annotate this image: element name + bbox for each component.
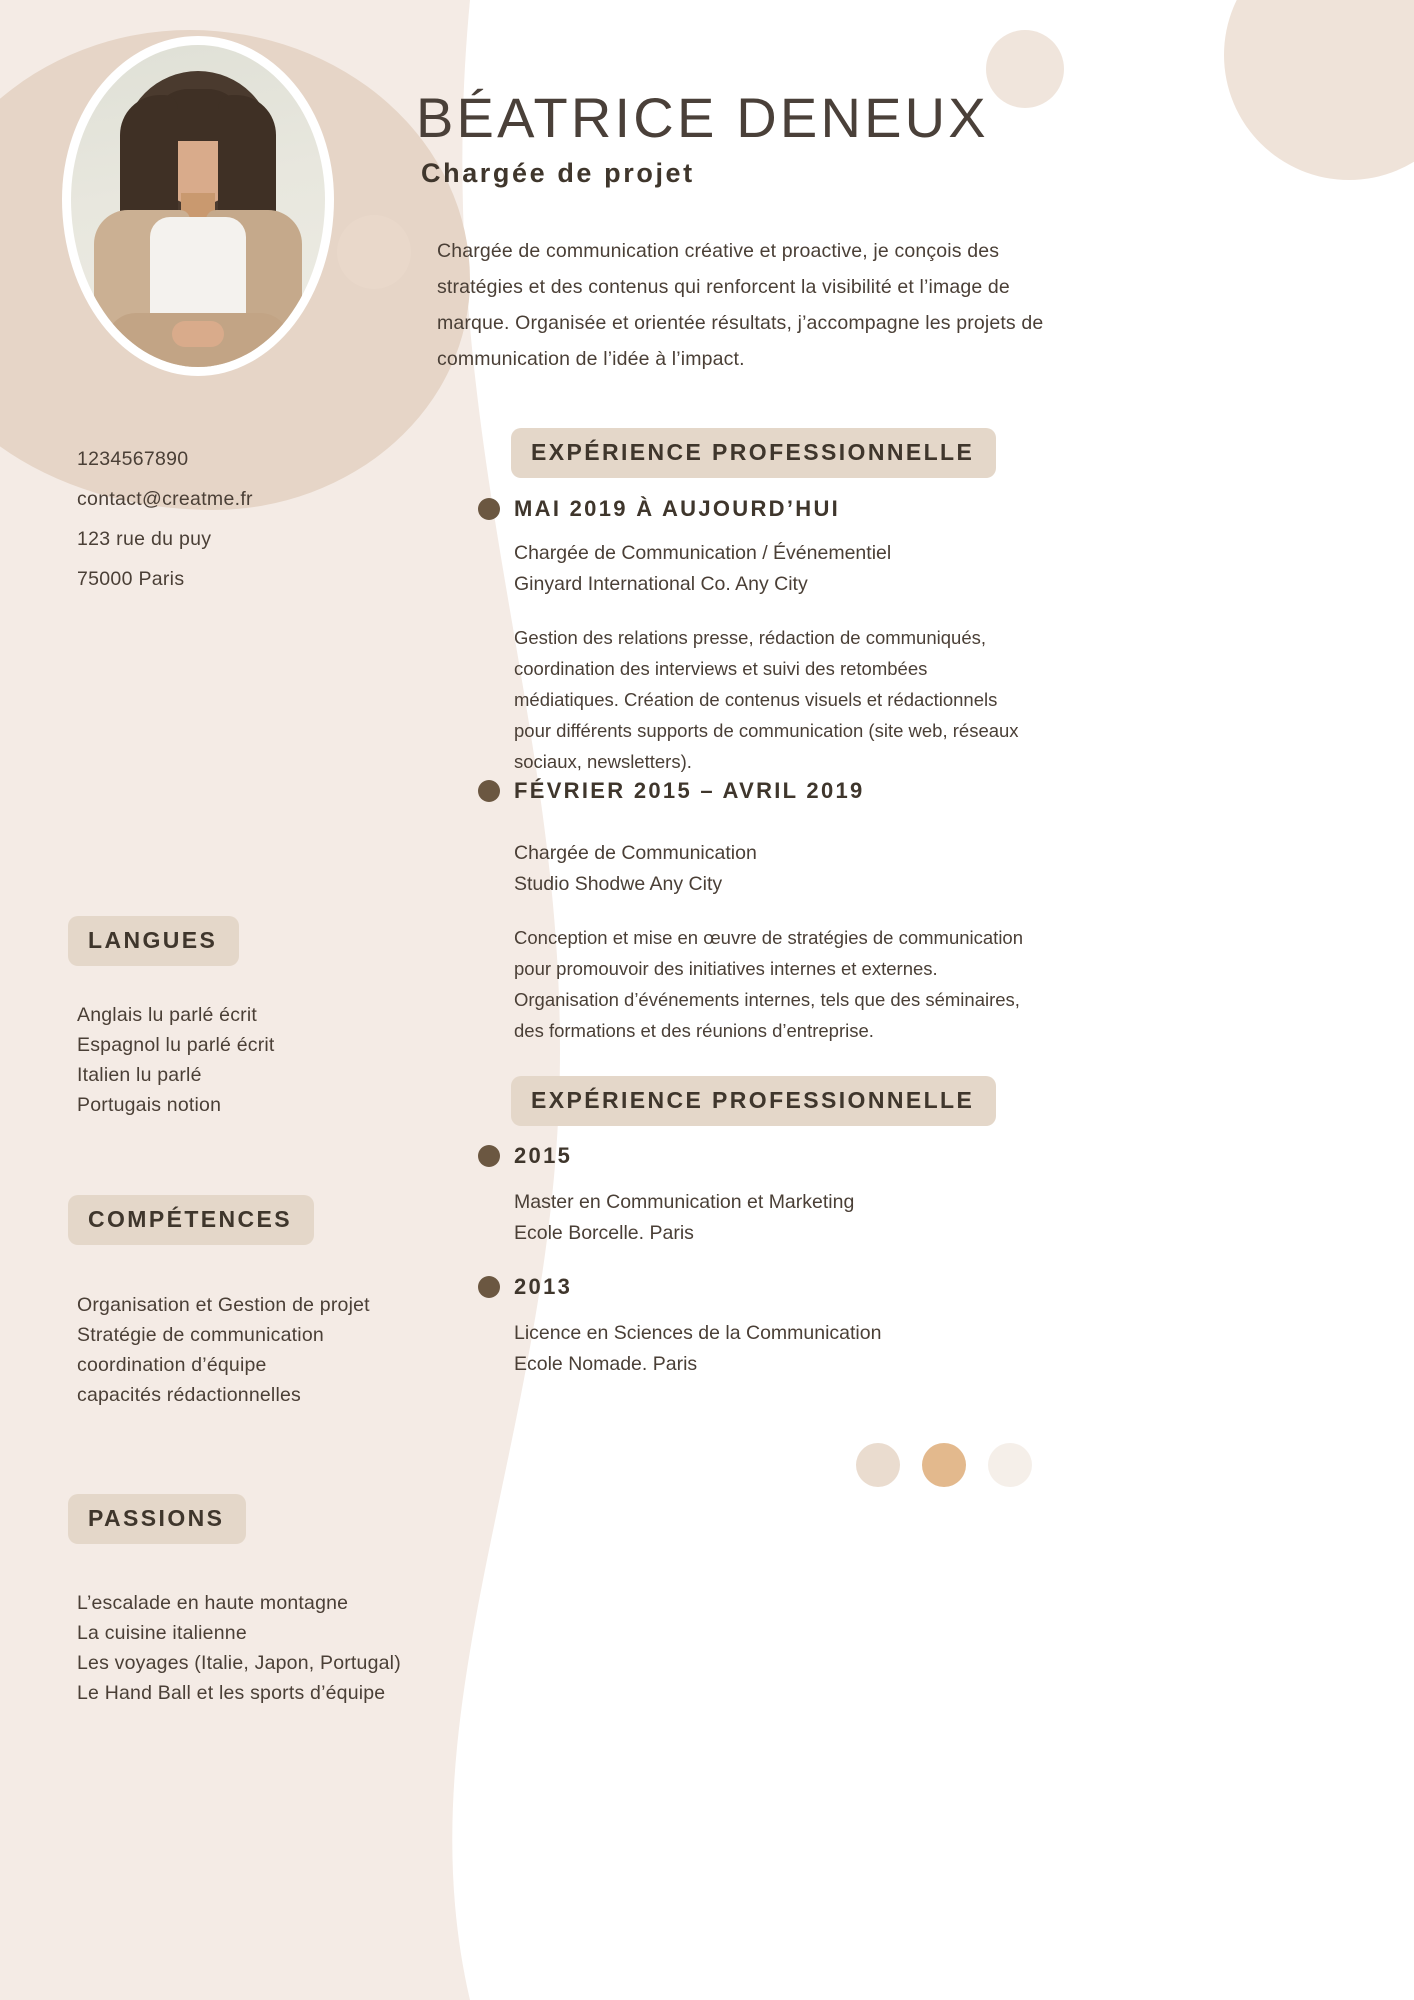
section-header-experience: [511, 428, 996, 478]
langues-badge-label: LANGUES: [68, 916, 239, 966]
bullet-dot-icon: [478, 1276, 500, 1298]
education-entry: [478, 1274, 881, 1380]
list-item: Portugais notion: [77, 1094, 222, 1116]
decorative-dot-2: [922, 1443, 966, 1487]
education-date: 2015: [514, 1143, 573, 1168]
passions-badge-label: PASSIONS: [68, 1494, 246, 1544]
education-entry-header: [478, 1143, 854, 1169]
experience-company: Ginyard International Co. Any City: [514, 573, 808, 595]
education-date: 2013: [514, 1274, 573, 1299]
experience-position: Chargée de Communication: [514, 842, 757, 864]
contact-city: 75000 Paris: [77, 568, 185, 590]
experience-entry-header: [478, 778, 1034, 804]
education-badge-label: EXPÉRIENCE PROFESSIONNELLE: [511, 1076, 996, 1126]
contact-email[interactable]: contact@creatme.fr: [77, 488, 253, 510]
experience-date: FÉVRIER 2015 – AVRIL 2019: [514, 778, 865, 803]
profile-photo-image: [71, 45, 325, 367]
passions-list: [77, 1588, 401, 1708]
list-item: Stratégie de communication: [77, 1324, 324, 1346]
list-item: La cuisine italienne: [77, 1622, 247, 1644]
profile-photo: [62, 36, 334, 376]
list-item: coordination d’équipe: [77, 1354, 267, 1376]
experience-description: Conception et mise en œuvre de stratégies de communication pour promouvoir des initiatives internes et externes. Organisation d’événements internes, tels que des séminaires, des formations et des réunions d’entreprise.: [514, 927, 1024, 1041]
decorative-circle-top-right-large: [1224, 0, 1414, 180]
experience-position: Chargée de Communication / Événementiel: [514, 542, 892, 564]
experience-entry-header: [478, 496, 1034, 522]
education-degree: Master en Communication et Marketing: [514, 1191, 855, 1213]
profile-summary: Chargée de communication créative et proactive, je conçois des stratégies et des contenus qui renforcent la visibilité et l’image de marque. Organisée et orientée résultats, j’accompagne les projets de communication de l’idée à l’impact.: [437, 240, 1044, 370]
competences-list: [77, 1290, 370, 1410]
list-item: Les voyages (Italie, Japon, Portugal): [77, 1652, 401, 1674]
decorative-dot-1: [856, 1443, 900, 1487]
experience-description: Gestion des relations presse, rédaction de communiqués, coordination des interviews et suivi des retombées médiatiques. Création de contenus visuels et rédactionnels pour différents supports de communication (site web, réseaux sociaux, newsletters).: [514, 627, 1019, 772]
contact-block: [77, 448, 377, 608]
education-school: Ecole Nomade. Paris: [514, 1353, 698, 1375]
list-item: L’escalade en haute montagne: [77, 1592, 349, 1614]
page-title: BÉATRICE DENEUX: [416, 86, 989, 149]
decorative-dots-group: [856, 1443, 1032, 1487]
decorative-circle-top-right-small: [986, 30, 1064, 108]
education-degree: Licence en Sciences de la Communication: [514, 1322, 882, 1344]
education-entry-header: [478, 1274, 881, 1300]
list-item: Anglais lu parlé écrit: [77, 1004, 257, 1026]
experience-badge-label: EXPÉRIENCE PROFESSIONNELLE: [511, 428, 996, 478]
list-item: Espagnol lu parlé écrit: [77, 1034, 275, 1056]
competences-badge-label: COMPÉTENCES: [68, 1195, 314, 1245]
bullet-dot-icon: [478, 1145, 500, 1167]
list-item: Organisation et Gestion de projet: [77, 1294, 370, 1316]
experience-date: MAI 2019 À AUJOURD’HUI: [514, 496, 841, 521]
section-header-passions: [68, 1494, 246, 1544]
contact-phone: 1234567890: [77, 448, 189, 470]
list-item: Le Hand Ball et les sports d’équipe: [77, 1682, 386, 1704]
bullet-dot-icon: [478, 498, 500, 520]
experience-entry-body: [514, 838, 1034, 1046]
education-entry-body: [514, 1187, 854, 1249]
education-entry-body: [514, 1318, 881, 1380]
decorative-dot-3: [988, 1443, 1032, 1487]
contact-street: 123 rue du puy: [77, 528, 212, 550]
section-header-competences: [68, 1195, 314, 1245]
section-header-education: [511, 1076, 996, 1126]
portrait-hand: [172, 321, 224, 347]
experience-company: Studio Shodwe Any City: [514, 873, 723, 895]
education-school: Ecole Borcelle. Paris: [514, 1222, 694, 1244]
education-entry: [478, 1143, 854, 1249]
list-item: capacités rédactionnelles: [77, 1384, 301, 1406]
bullet-dot-icon: [478, 780, 500, 802]
experience-entry: [478, 778, 1034, 1046]
langues-list: [77, 1000, 275, 1120]
experience-entry: [478, 496, 1034, 777]
job-title: Chargée de projet: [421, 158, 695, 188]
decorative-circle-accent: [337, 215, 411, 289]
list-item: Italien lu parlé: [77, 1064, 202, 1086]
experience-entry-body: [514, 538, 1034, 777]
section-header-langues: [68, 916, 239, 966]
